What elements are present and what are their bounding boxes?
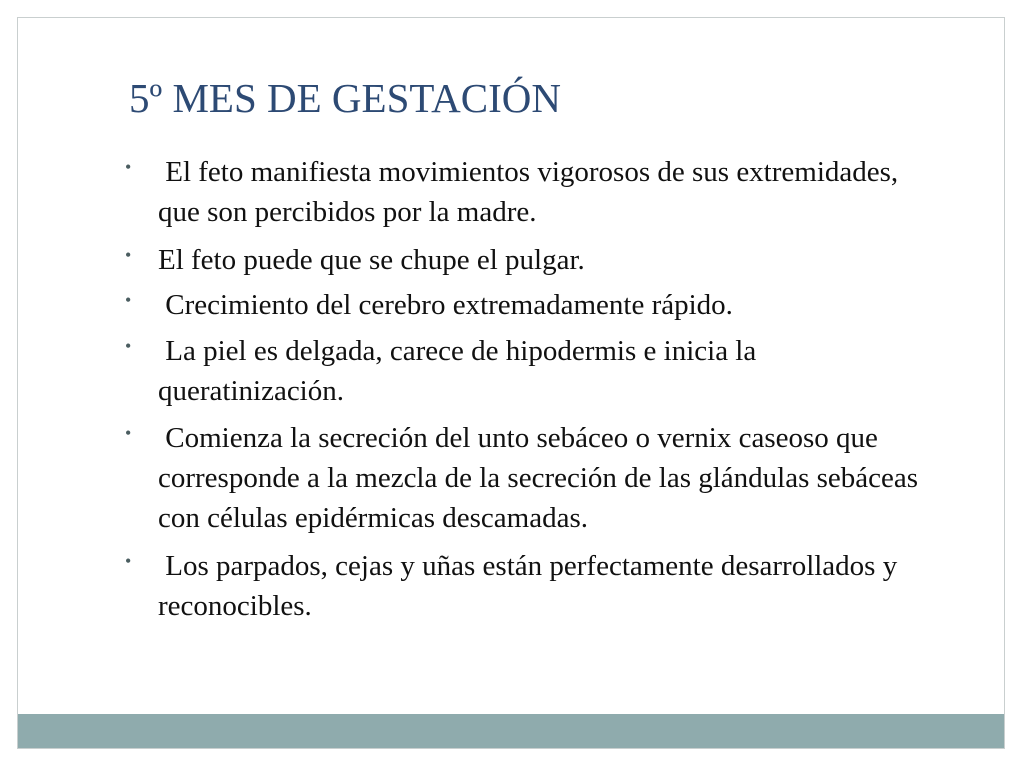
bullet-item bbox=[125, 331, 925, 411]
bullet-item bbox=[125, 418, 925, 538]
bullet-text: Crecimiento del cerebro extremadamente rápido. bbox=[158, 289, 733, 321]
slide-title: 5º MES DE GESTACIÓN bbox=[129, 75, 561, 121]
slide bbox=[17, 17, 1005, 749]
bullet-icon: • bbox=[125, 290, 132, 310]
bullet-icon: • bbox=[125, 157, 132, 177]
bullet-icon: • bbox=[125, 336, 132, 356]
bullet-list bbox=[125, 152, 925, 634]
bullet-icon: • bbox=[125, 245, 132, 265]
bullet-text: Los parpados, cejas y uñas están perfectamente desarrollados y reconocibles. bbox=[158, 550, 905, 622]
bullet-item bbox=[125, 152, 925, 232]
bullet-item bbox=[125, 240, 925, 280]
bullet-text: El feto puede que se chupe el pulgar. bbox=[158, 244, 585, 276]
bullet-item bbox=[125, 546, 925, 626]
bullet-text: Comienza la secreción del unto sebáceo o vernix caseoso que corresponde a la mezcla de la secreción de las glándulas sebáceas con células epidérmicas descamadas. bbox=[158, 422, 926, 534]
bullet-text: El feto manifiesta movimientos vigorosos de sus extremidades, que son percibidos por la madre. bbox=[158, 156, 906, 228]
footer-bar bbox=[18, 714, 1004, 748]
bullet-item bbox=[125, 285, 925, 325]
bullet-icon: • bbox=[125, 551, 132, 571]
bullet-icon: • bbox=[125, 423, 132, 443]
bullet-text: La piel es delgada, carece de hipodermis e inicia la queratinización. bbox=[158, 335, 764, 407]
